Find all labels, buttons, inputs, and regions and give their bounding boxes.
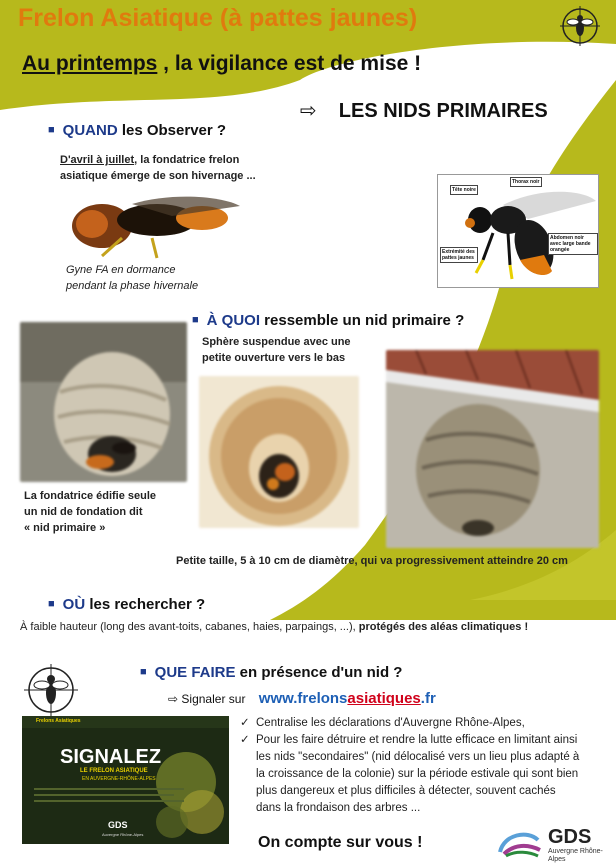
nest-description bbox=[202, 334, 382, 366]
report-label: Signaler sur bbox=[181, 692, 246, 706]
website-logo: GDS bbox=[108, 820, 128, 830]
arrow-icon: ⇨ bbox=[300, 100, 317, 122]
report-url-link[interactable] bbox=[259, 690, 436, 707]
nest-description-1: Sphère suspendue avec une bbox=[202, 336, 351, 348]
website-text-lines bbox=[34, 800, 184, 802]
diagram-label-tete: Tête noire bbox=[452, 187, 476, 193]
heading-ou bbox=[48, 596, 205, 613]
arrow-icon: ⇨ bbox=[168, 692, 179, 706]
url-part-3: .fr bbox=[420, 690, 436, 707]
heading-aquoi bbox=[192, 312, 464, 329]
fondatrice-text-3: « nid primaire » bbox=[24, 522, 106, 534]
gds-logo-sub: Auvergne Rhône-Alpes bbox=[548, 848, 603, 863]
heading-ou-key: OÙ bbox=[62, 596, 86, 613]
fondatrice-text-2: un nid de fondation dit bbox=[24, 506, 143, 518]
diagram-label-abdomen: Abdomen noir avec large bande orangée bbox=[548, 233, 598, 255]
action-text-1: Centralise les déclarations d'Auvergne Rhône-Alpes, bbox=[256, 717, 525, 729]
page-subtitle bbox=[22, 52, 421, 76]
check-icon: ✓ bbox=[240, 717, 250, 729]
bullet-icon: ■ bbox=[140, 666, 147, 678]
website-screenshot bbox=[22, 716, 229, 844]
queen-caption-2: pendant la phase hivernale bbox=[66, 280, 199, 292]
partner-logo bbox=[494, 826, 544, 860]
list-item bbox=[240, 732, 580, 817]
queen-caption-1: Gyne FA en dormance bbox=[66, 264, 176, 276]
list-item bbox=[240, 715, 580, 732]
website-brand: Frelons Asiatiques bbox=[36, 718, 81, 724]
bullet-icon: ■ bbox=[48, 598, 55, 610]
website-logo-sub: Auvergne Rhône-Alpes bbox=[102, 832, 144, 837]
website-line-2: LE FRELON ASIATIQUE bbox=[80, 768, 148, 774]
bullet-icon: ■ bbox=[48, 124, 55, 136]
ou-text bbox=[20, 619, 528, 635]
subtitle-season: Au printemps bbox=[22, 52, 158, 75]
heading-aquoi-key: À QUOI bbox=[206, 312, 260, 329]
website-line-3: EN AUVERGNE-RHÔNE-ALPES bbox=[82, 776, 156, 782]
nest-opening-photo bbox=[199, 376, 359, 528]
quand-intro bbox=[60, 152, 270, 184]
gds-logo: GDS bbox=[548, 826, 592, 848]
hornet-diagram bbox=[437, 174, 599, 288]
subtitle-rest: , la vigilance est de mise ! bbox=[157, 52, 422, 75]
heading-quefaire-key: QUE FAIRE bbox=[154, 664, 236, 681]
bullet-icon: ■ bbox=[192, 314, 199, 326]
section-title-text: LES NIDS PRIMAIRES bbox=[338, 100, 548, 122]
heading-quand-key: QUAND bbox=[62, 122, 118, 139]
quand-period: D'avril à juillet bbox=[60, 154, 135, 166]
hornet-target-icon bbox=[560, 6, 600, 46]
nest-description-2: petite ouverture vers le bas bbox=[202, 352, 346, 364]
nest-size-note: Petite taille, 5 à 10 cm de diamètre, qui va progressivement atteindre 20 cm bbox=[176, 555, 568, 567]
website-text-lines bbox=[34, 788, 184, 790]
report-line bbox=[168, 690, 436, 707]
actions-list bbox=[240, 715, 580, 817]
heading-quand bbox=[48, 122, 226, 139]
website-text-lines bbox=[34, 794, 174, 796]
ou-text-bold: protégés des aléas climatiques ! bbox=[358, 621, 529, 633]
queen-caption bbox=[66, 262, 246, 294]
diagram-label-pattes: Extrémité des pattes jaunes bbox=[440, 247, 478, 263]
dormant-queen-photo bbox=[62, 186, 242, 260]
ou-text-normal: À faible hauteur (long des avant-toits, cabanes, haies, parpaings, ...), bbox=[20, 621, 359, 633]
page-title: Frelon Asiatique (à pattes jaunes) bbox=[18, 4, 418, 32]
heading-quefaire bbox=[140, 664, 402, 681]
fondatrice-text-1: La fondatrice édifie seule bbox=[24, 490, 157, 502]
queen-building-nest-photo bbox=[20, 322, 187, 482]
nest-under-roof-photo bbox=[386, 350, 599, 548]
heading-quefaire-rest: en présence d'un nid ? bbox=[235, 664, 403, 681]
action-text-2: Pour les faire détruire et rendre la lutte efficace en limitant ainsi les nids "secondaires" (nid délocalisé vers un lieu plus adapté à la croissance de la colonie) sur la période estivale qui sont bien plus dangereux et plus difficiles à détecter, souvent cachés dans la frondaison des arbres ... bbox=[256, 734, 580, 814]
url-part-2: asiatiques bbox=[347, 690, 421, 707]
heading-ou-rest: les rechercher ? bbox=[85, 596, 206, 613]
website-headline: SIGNALEZ bbox=[60, 746, 162, 768]
heading-quand-rest: les Observer ? bbox=[117, 122, 227, 139]
heading-aquoi-rest: ressemble un nid primaire ? bbox=[260, 312, 465, 329]
diagram-label-thorax: Thorax noir bbox=[512, 179, 540, 185]
section-title-nids bbox=[300, 98, 548, 123]
hornet-target-icon bbox=[24, 664, 78, 716]
check-icon: ✓ bbox=[240, 734, 250, 746]
url-part-1: www.frelons bbox=[258, 690, 348, 707]
closing-text: On compte sur vous ! bbox=[258, 834, 423, 851]
fondatrice-text bbox=[24, 488, 184, 536]
quand-intro-rest: , la fondatrice frelon asiatique émerge de son hivernage ... bbox=[60, 154, 256, 182]
